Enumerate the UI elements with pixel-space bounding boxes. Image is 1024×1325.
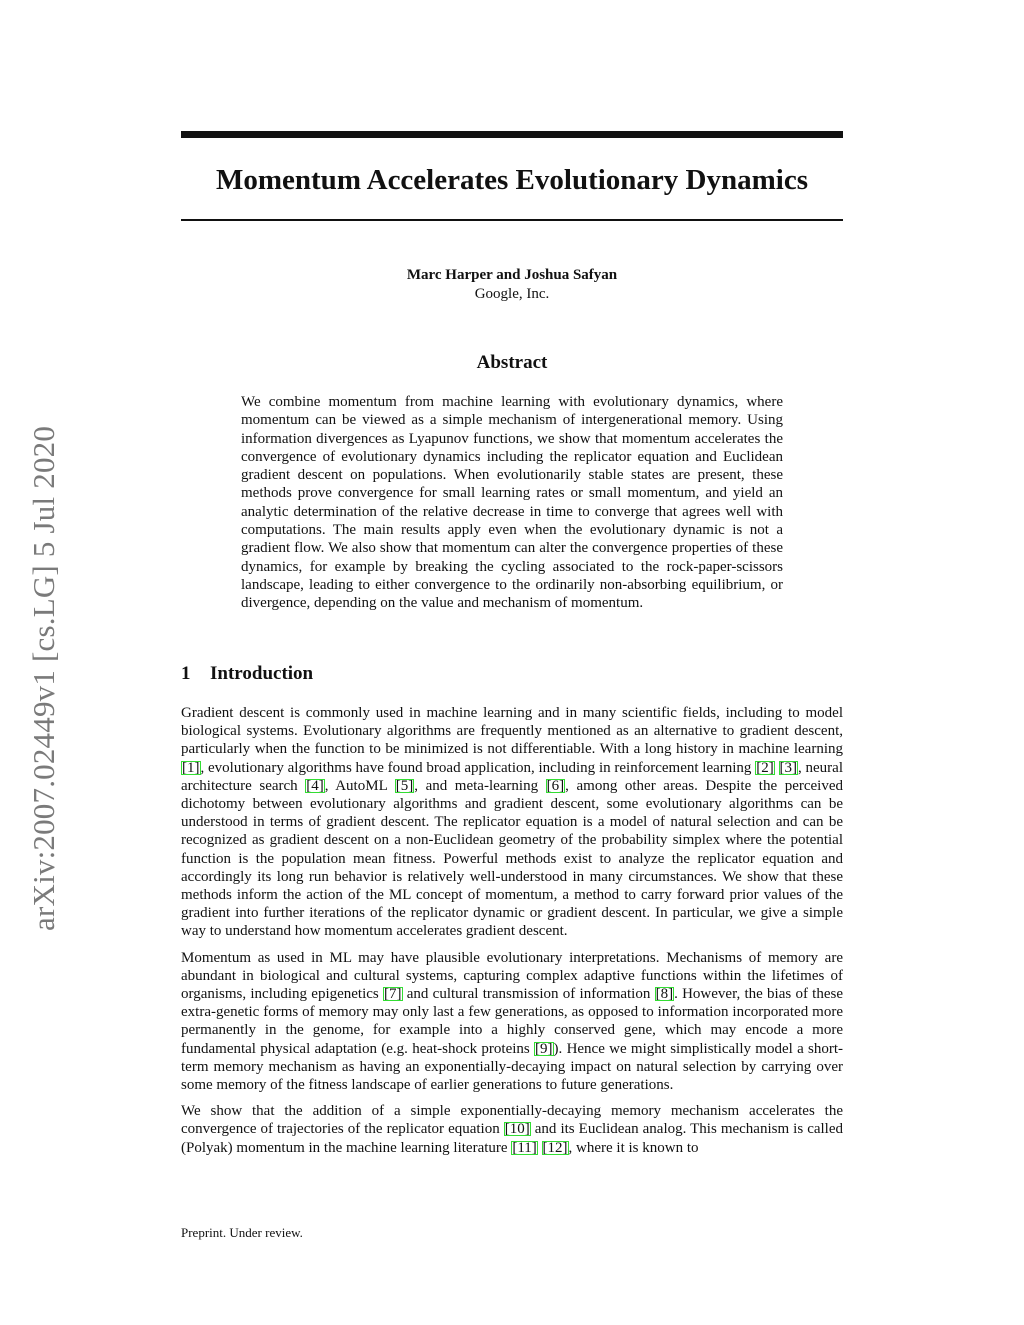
citation-link[interactable]: [1]	[182, 759, 200, 776]
text-run: , among other areas. Despite the perceived dichotomy between evolutionary algorithms and gradient descent, some evolutionary algorithms can be understood in terms of gradient descent. The replicator equation is a model of natural selection and can be recognized as gradient descent on a non-Euclidean geometry of the probability simplex where the potential function is the population mean fitness. Powerful methods exist to analyze the replicator equation and accordingly its long run behavior is relatively well-understood in many circumstances. We show that these methods inform the action of the ML concept of momentum, a method to carry forward prior values of the gradient into further iterations of the replicator dynamic or gradient descent. In particular, we give a simple way to understand how momentum accelerates gradient descent.	[181, 777, 843, 940]
text-run: , and meta-learning	[414, 777, 546, 794]
text-run: We show that the addition of a simple exponentially-decaying memory mechanism accelerates the convergence of trajectories of the replicator equation	[181, 1103, 843, 1138]
title-top-rule	[181, 131, 843, 138]
author-affiliation: Google, Inc.	[474, 286, 550, 302]
text-run: , AutoML	[324, 777, 395, 794]
citation-link[interactable]: [3]	[779, 759, 797, 776]
abstract-heading: Abstract	[476, 352, 548, 373]
text-run: ). Hence we might simplistically model a short-term memory mechanism as having an exponentially-decaying impact on natural selection by carrying over some memory of the fitness landscape of earlier generations to future generations.	[181, 1040, 843, 1094]
paragraph-3	[181, 1102, 843, 1157]
citation-link[interactable]: [10]	[504, 1121, 530, 1138]
citation-link[interactable]: [2]	[756, 759, 774, 776]
section-heading-introduction	[181, 661, 843, 687]
citation-link[interactable]: [4]	[306, 777, 324, 794]
text-run: Momentum as used in ML may have plausible evolutionary interpretations. Mechanisms of memory are abundant in biological and cultural systems, capturing complex adaptive functions within the lifetimes of organisms, including epigenetics	[181, 949, 843, 1003]
arxiv-identifier-stamp: arXiv:2007.02449v1 [cs.LG] 5 Jul 2020	[26, 425, 61, 931]
citation-link[interactable]: [9]	[535, 1040, 553, 1057]
section-number: 1	[181, 663, 191, 684]
citation-link[interactable]: [12]	[542, 1139, 568, 1156]
citation-link[interactable]: [11]	[512, 1139, 537, 1156]
title-bottom-rule	[181, 219, 843, 221]
text-run: . However, the bias of these extra-genetic forms of memory may only last a few generations, as opposed to information incorporated more permanently in the genome, for example into a highly conserved gene, which may encode a more fundamental physical adaptation (e.g. heat-shock proteins	[181, 986, 844, 1057]
preprint-footer: Preprint. Under review.	[181, 1225, 303, 1240]
text-run: , neural architecture search	[181, 759, 844, 794]
text-run: , evolutionary algorithms have found broad application, including in reinforcement learning	[200, 759, 756, 776]
paper-title: Momentum Accelerates Evolutionary Dynamics	[216, 164, 808, 196]
author-names: Marc Harper and Joshua Safyan	[406, 267, 618, 283]
text-run: Gradient descent is commonly used in machine learning and in many scientific fields, including to model biological systems. Evolutionary algorithms are frequently mentioned as an alternative to gradient descent, particularly when the function to be minimized is not differentiable. With a long history in machine learning	[181, 705, 843, 758]
citation-link[interactable]: [5]	[395, 777, 414, 794]
text-run: and its Euclidean analog. This mechanism is called (Polyak) momentum in the machine learning literature	[181, 1121, 843, 1156]
section-title: Introduction	[210, 663, 314, 684]
introduction-body	[181, 704, 843, 1165]
author-block	[181, 266, 843, 304]
citation-link[interactable]: [6]	[546, 777, 565, 794]
citation-link[interactable]: [8]	[655, 986, 674, 1003]
citation-link[interactable]: [7]	[384, 986, 402, 1003]
text-run: , where it is known to	[568, 1139, 699, 1156]
abstract-text: We combine momentum from machine learning with evolutionary dynamics, where momentum can be viewed as a simple mechanism of intergenerational memory. Using information divergences as Lyapunov functions, we show that momentum accelerates the convergence of evolutionary dynamics including the replicator equation and Euclidean gradient descent on populations. When evolutionarily stable states are present, these methods prove convergence for small learning rates or small momentum, and yield an analytic determination of the relative decrease in time to converge that agrees well with computations. The main results apply even when the evolutionary dynamic is not a gradient flow. We also show that momentum can alter the convergence properties of these dynamics, for example by breaking the cycling associated to the rock-paper-scissors landscape, leading to either convergence to the ordinarily non-absorbing equilibrium, or divergence, depending on the value and mechanism of momentum.	[241, 394, 783, 612]
text-run: and cultural transmission of information	[402, 986, 655, 1003]
paragraph-1	[181, 704, 843, 941]
paragraph-2	[181, 949, 843, 1095]
